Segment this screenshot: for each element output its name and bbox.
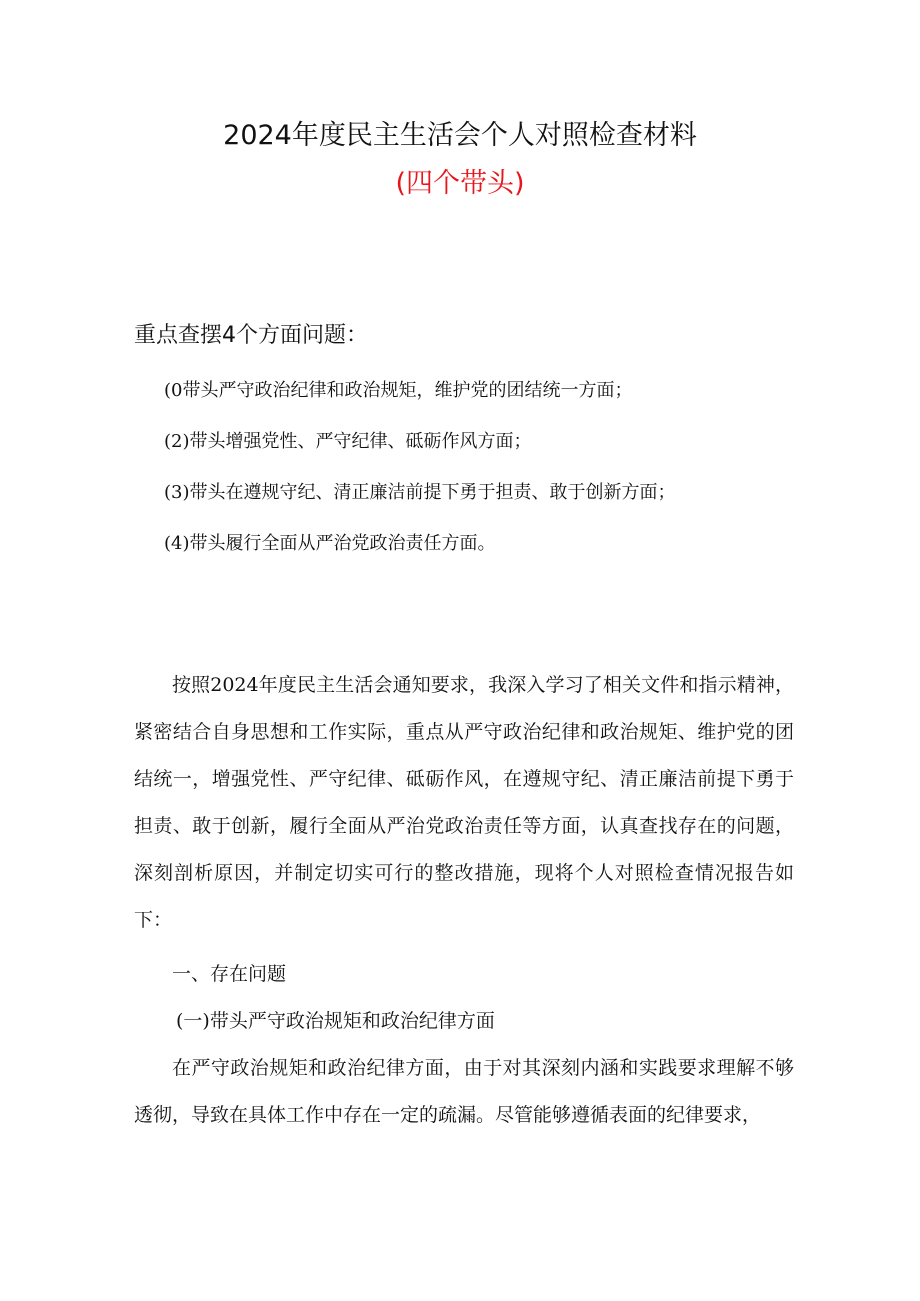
key-point-item: (4)带头履行全面从严治党政治责任方面。: [164, 533, 496, 554]
key-points-list: [164, 374, 676, 578]
document-title: 2024年度民主生活会个人对照检查材料: [223, 120, 697, 151]
heading-level-1: 一、存在问题: [172, 963, 287, 985]
body-paragraph: 在严守政治规矩和政治纪律方面，由于对其深刻内涵和实践要求理解不够透彻，导致在具体工作中存在一定的疏漏。尽管能够遵循表面的纪律要求，: [134, 1057, 794, 1126]
key-point-item: (0带头严守政治纪律和政治规矩，维护党的团结统一方面；: [164, 380, 633, 401]
document-subtitle: (四个带头): [395, 168, 525, 199]
key-point-item: (2)带头增强党性、严守纪律、砥砺作风方面；: [164, 431, 532, 452]
key-point-item: (3)带头在遵规守纪、清正廉洁前提下勇于担责、敢于创新方面；: [164, 482, 676, 503]
heading-level-2: (一)带头严守政治规矩和政治纪律方面: [176, 1010, 495, 1032]
section-heading: 重点查摆4个方面问题：: [134, 323, 368, 348]
intro-paragraph: 按照2024年度民主生活会通知要求，我深入学习了相关文件和指示精神，紧密结合自身思想和工作实际，重点从严守政治纪律和政治规矩、维护党的团结统一，增强党性、严守纪律、砥砺作风，在遵规守纪、清正廉洁前提下勇于担责、敢于创新，履行全面从严治党政治责任等方面，认真查找存在的问题，深刻剖析原因，并制定切实可行的整改措施，现将个人对照检查情况报告如下：: [134, 674, 794, 931]
